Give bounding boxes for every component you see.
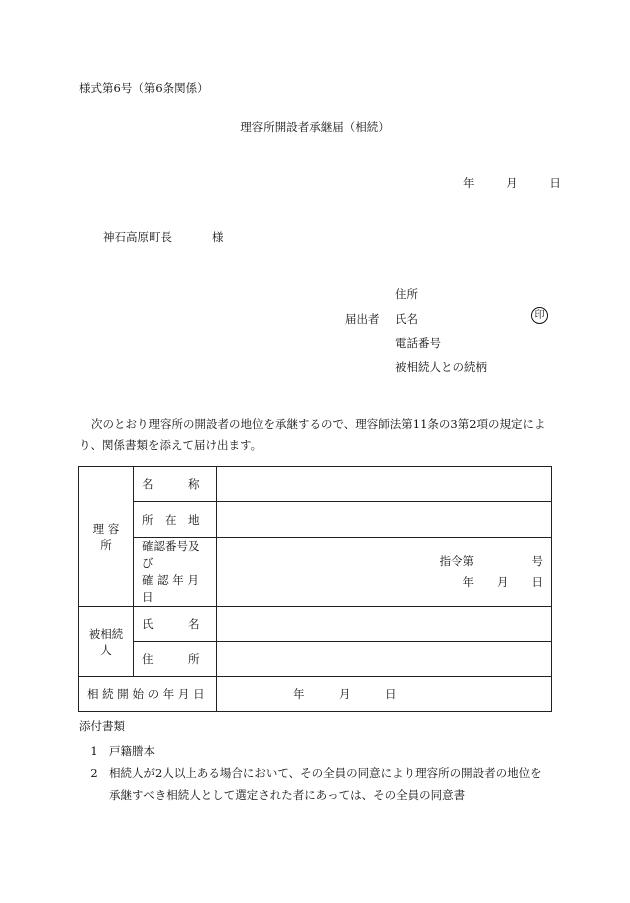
notifier-name-label: 氏名 (395, 312, 418, 326)
attachments-list (79, 740, 551, 806)
addressee-suffix: 様 (212, 230, 224, 244)
date-day-label: 日 (549, 176, 561, 190)
form-table (78, 466, 552, 712)
addressee-name: 神石高原町長 (103, 230, 172, 244)
attachment-text: 戸籍謄本 (109, 744, 155, 758)
addressee (103, 229, 224, 245)
confirm-label-line-2: 確 認 年 月 日 (142, 573, 199, 604)
confirm-date-text: 年 月 日 (462, 575, 543, 589)
shop-name-field[interactable] (217, 467, 552, 502)
confirm-number-text: 指令第 号 (439, 554, 543, 568)
confirm-field[interactable] (217, 538, 552, 607)
seal-mark: 印 (531, 307, 548, 324)
attachment-number: 1 (90, 744, 98, 758)
notifier-address-label: 住所 (395, 287, 418, 301)
shop-group-label: 理 容 所 (79, 467, 134, 607)
decedent-address-field[interactable] (217, 642, 552, 677)
attachment-number: 2 (90, 766, 98, 780)
attachment-item (79, 762, 551, 806)
decedent-name-label: 氏 名 (134, 607, 217, 642)
form-number: 様式第6号（第6条関係） (79, 81, 209, 95)
attachment-item (79, 740, 551, 762)
attachments-title: 添付書類 (79, 719, 125, 733)
shop-location-field[interactable] (217, 502, 552, 538)
decedent-group-label: 被相続人 (79, 607, 134, 677)
inheritance-start-date-field[interactable]: 年 月 日 (217, 677, 552, 712)
submission-date (463, 175, 561, 191)
decedent-address-label: 住 所 (134, 642, 217, 677)
shop-location-label: 所 在 地 (134, 502, 217, 538)
inheritance-start-label: 相 続 開 始 の 年 月 日 (79, 677, 217, 712)
confirm-label-line-1: 確認番号及び (142, 539, 200, 570)
date-month-label: 月 (506, 176, 518, 190)
page-title: 理容所開設者承継届（相続） (240, 120, 390, 134)
statement-text: 次のとおり理容所の開設者の地位を承継するので、理容師法第11条の3第2項の規定により、関係書類を添えて届け出ます。 (79, 417, 546, 452)
attachment-text: 相続人が2人以上ある場合において、その全員の同意により理容所の開設者の地位を承継すべき相続人として選定された者にあっては、その全員の同意書 (109, 766, 542, 802)
shop-name-label: 名 称 (134, 467, 217, 502)
decedent-name-field[interactable] (217, 607, 552, 642)
date-year-label: 年 (463, 176, 475, 190)
confirm-label (134, 538, 217, 607)
notifier-phone-label: 電話番号 (395, 336, 441, 350)
notifier-label: 届出者 (345, 312, 380, 326)
notifier-relationship-label: 被相続人との続柄 (395, 360, 487, 374)
